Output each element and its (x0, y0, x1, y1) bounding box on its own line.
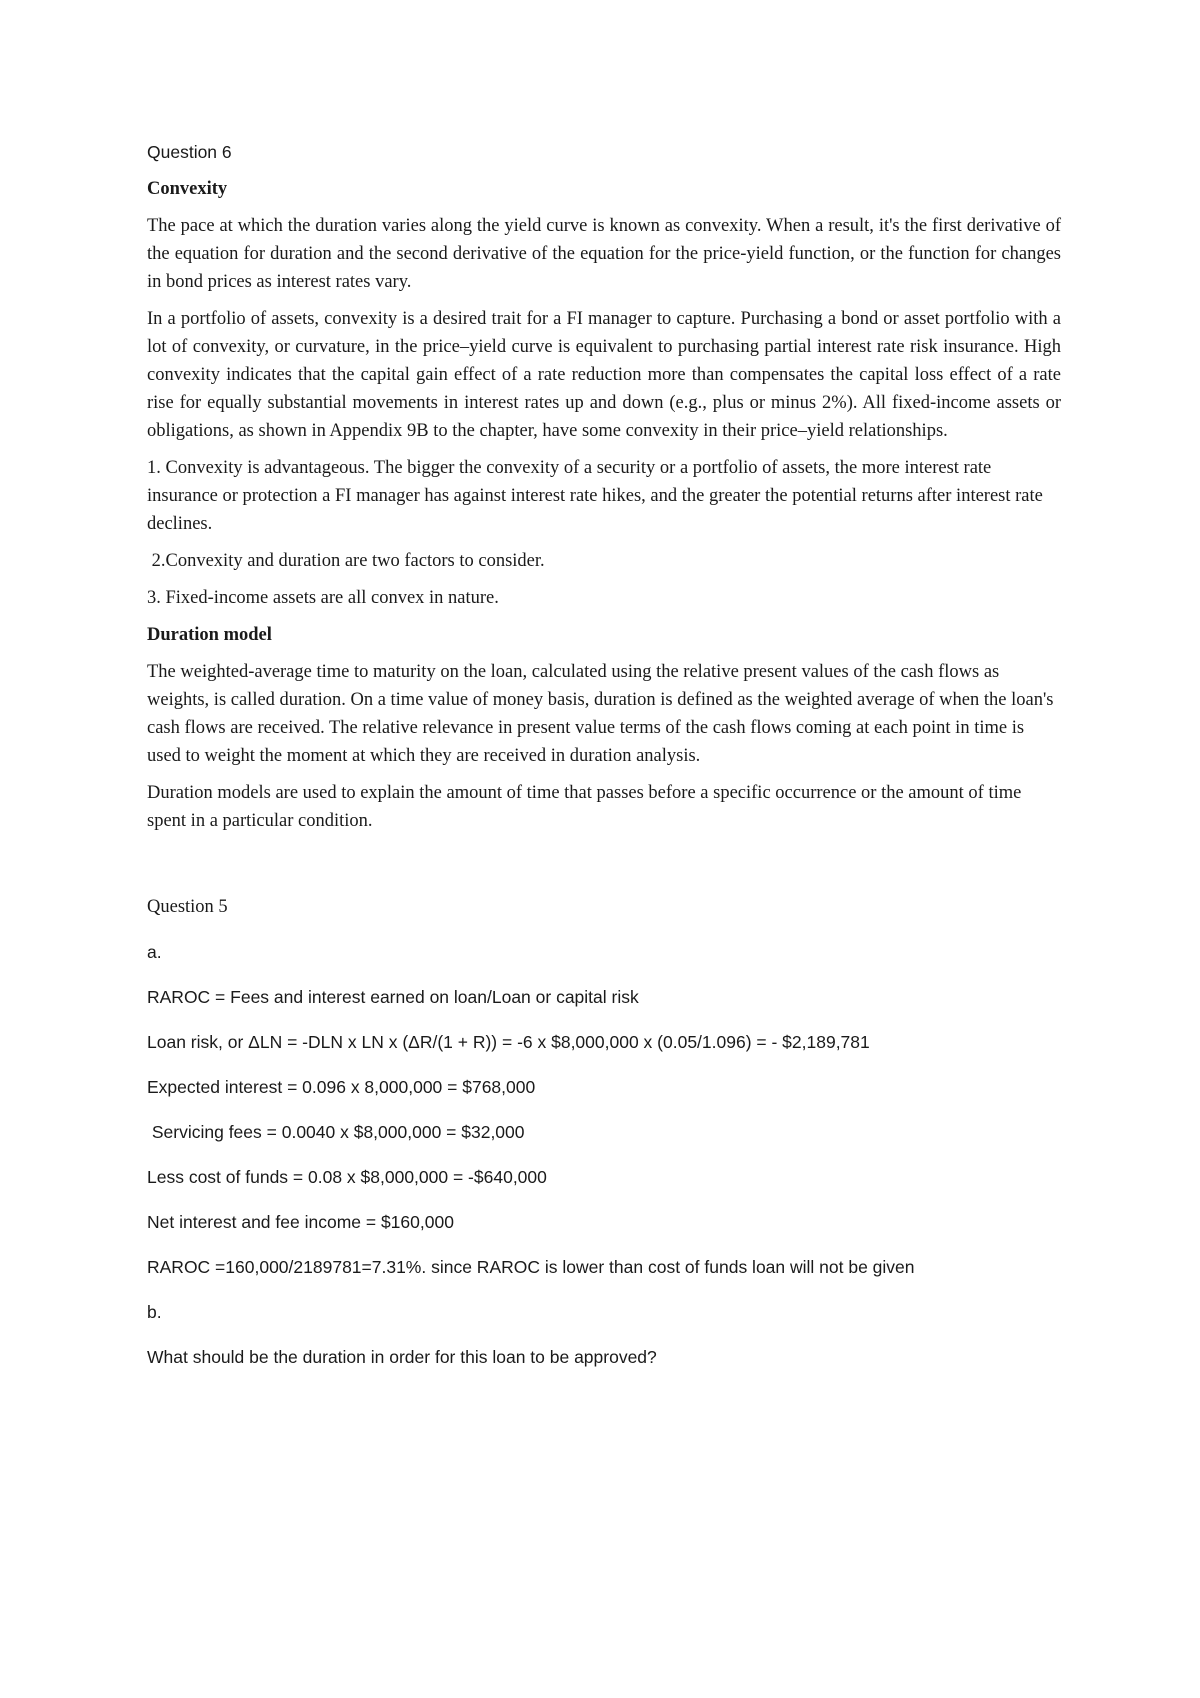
raroc-result-line: RAROC =160,000/2189781=7.31%. since RAROC is lower than cost of funds loan will not be given (147, 1257, 915, 1277)
loan-risk-line: Loan risk, or ΔLN = -DLN x LN x (ΔR/(1 + R)) = -6 x $8,000,000 x (0.05/1.096) = - $2,189,781 (147, 1032, 870, 1052)
net-income-line: Net interest and fee income = $160,000 (147, 1212, 454, 1232)
part-a-label: a. (147, 942, 162, 962)
convexity-heading: Convexity (147, 179, 228, 199)
cost-of-funds-line: Less cost of funds = 0.08 x $8,000,000 = -$640,000 (147, 1167, 547, 1187)
part-b-label: b. (147, 1302, 162, 1322)
expected-interest-line: Expected interest = 0.096 x 8,000,000 = $768,000 (147, 1077, 536, 1097)
convexity-point-2: 2.Convexity and duration are two factors to consider. (147, 551, 545, 571)
raroc-definition: RAROC = Fees and interest earned on loan/Loan or capital risk (147, 987, 639, 1007)
part-b-question: What should be the duration in order for this loan to be approved? (147, 1347, 657, 1367)
document-page (147, 138, 1061, 1371)
duration-paragraph-1: The weighted-average time to maturity on the loan, calculated using the relative present values of the cash flows as weights, is called duration. On a time value of money basis, duration is defined as the weighted average of when the loan's cash flows are received. The relative relevance in present value terms of the cash flows coming at each point in time is used to weight the moment at which they are received in duration analysis. (147, 662, 1054, 766)
convexity-paragraph-2: In a portfolio of assets, convexity is a desired trait for a FI manager to capture. Purchasing a bond or asset portfolio with a lot of convexity, or curvature, in the price–yield curve is equivalent to purchasing partial interest rate risk insurance. High convexity indicates that the capital gain effect of a rate reduction more than compensates the capital loss effect of a rate rise for equally substantial movements in interest rates up and down (e.g., plus or minus 2%). All fixed-income assets or obligations, as shown in Appendix 9B to the chapter, have some convexity in their price–yield relationships. (147, 309, 1061, 441)
convexity-point-3: 3. Fixed-income assets are all convex in nature. (147, 588, 499, 608)
duration-model-heading: Duration model (147, 625, 272, 645)
servicing-fees-line: Servicing fees = 0.0040 x $8,000,000 = $32,000 (147, 1122, 525, 1142)
convexity-point-1: 1. Convexity is advantageous. The bigger the convexity of a security or a portfolio of assets, the more interest rate insurance or protection a FI manager has against interest rate hikes, and the greater the potential returns after interest rate declines. (147, 458, 1043, 534)
convexity-paragraph-1: The pace at which the duration varies along the yield curve is known as convexity. When a result, it's the first derivative of the equation for duration and the second derivative of the equation for the price-yield function, or the function for changes in bond prices as interest rates vary. (147, 216, 1061, 292)
question-6-title: Question 6 (147, 142, 232, 162)
question-5-title: Question 5 (147, 897, 228, 917)
duration-paragraph-2: Duration models are used to explain the amount of time that passes before a specific occurrence or the amount of time spent in a particular condition. (147, 783, 1022, 831)
